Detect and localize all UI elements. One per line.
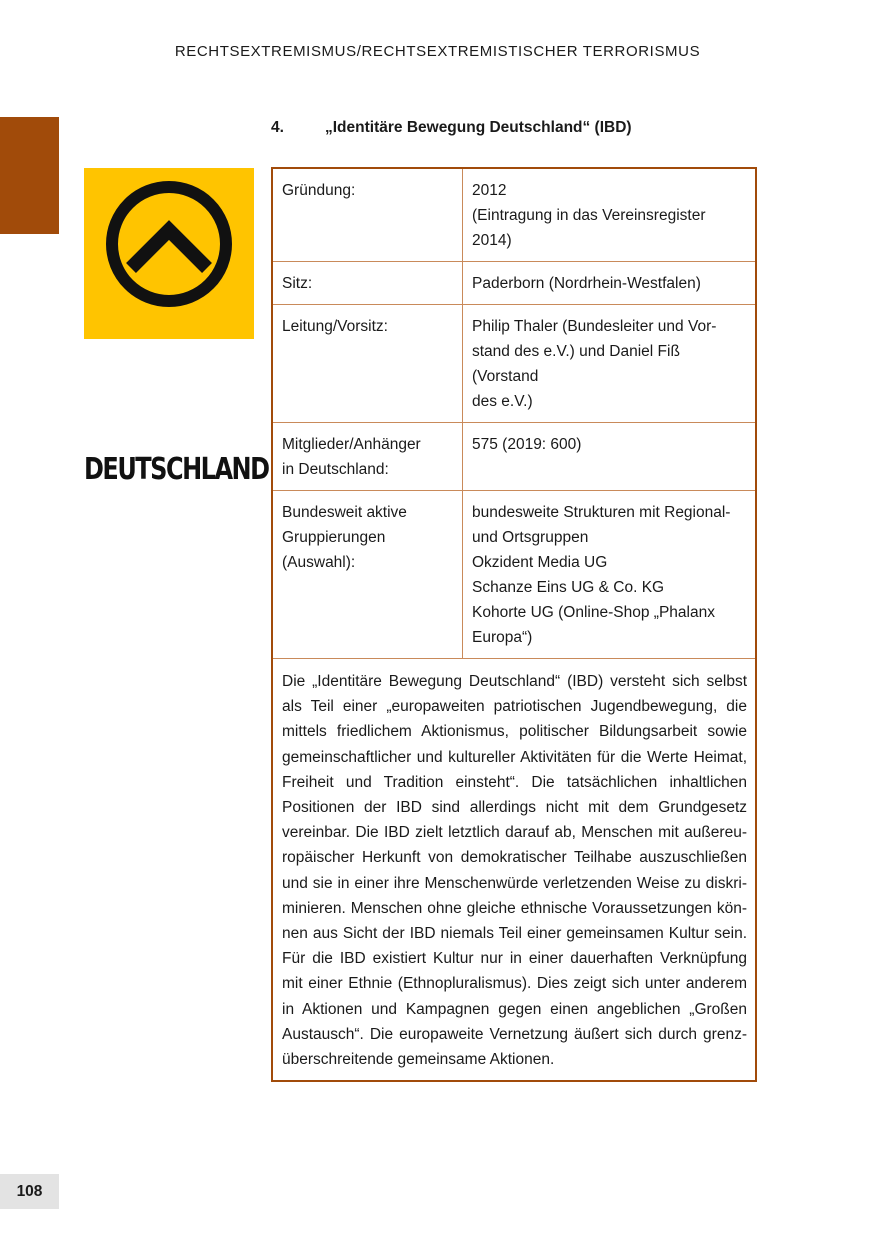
group-item: Kohorte UG (Online-Shop „Phalanx [472, 604, 715, 621]
seat-label: Sitz: [272, 262, 463, 305]
groups-value [463, 491, 757, 659]
organization-logo [84, 168, 269, 487]
groups-label [272, 491, 463, 659]
groups-label-line: Bundesweit aktive [282, 504, 407, 521]
section-title: „Identitäre Bewegung Deutschland“ (IBD) [325, 119, 632, 136]
table-row [272, 305, 756, 423]
founding-note: (Eintragung in das Vereinsregister 2014) [472, 207, 706, 249]
members-label [272, 423, 463, 491]
section-heading [271, 119, 632, 137]
founding-value [463, 168, 757, 262]
group-item: Okzident Media UG [472, 554, 608, 571]
group-item: und Ortsgruppen [472, 529, 589, 546]
leadership-line: Philip Thaler (Bundesleiter und Vor- [472, 318, 717, 335]
running-header: RECHTSEXTREMISMUS/RECHTSEXTREMISTISCHER TERRORISMUS [174, 43, 701, 60]
chapter-color-tab [0, 117, 59, 234]
founding-label: Gründung: [272, 168, 463, 262]
lambda-circle-icon [84, 168, 254, 339]
leadership-label: Leitung/Vorsitz: [272, 305, 463, 423]
groups-label-line: (Auswahl): [282, 554, 356, 571]
table-row [272, 659, 756, 1082]
table-row [272, 168, 756, 262]
table-row [272, 423, 756, 491]
founding-year: 2012 [472, 182, 507, 199]
members-label-line: in Deutschland: [282, 461, 389, 478]
fact-table [271, 167, 757, 1082]
members-label-line: Mitglieder/Anhänger [282, 436, 421, 453]
leadership-line: des e.V.) [472, 393, 533, 410]
page-number: 108 [0, 1174, 59, 1209]
leadership-line: stand des e.V.) und Daniel Fiß (Vorstand [472, 343, 680, 385]
seat-value: Paderborn (Nordrhein-Westfalen) [463, 262, 757, 305]
group-item: Europa“) [472, 629, 533, 646]
group-item: bundesweite Strukturen mit Regional- [472, 504, 731, 521]
logo-text: DEUTSCHLAND [84, 451, 269, 487]
table-row [272, 491, 756, 659]
groups-label-line: Gruppierungen [282, 529, 386, 546]
group-item: Schanze Eins UG & Co. KG [472, 579, 665, 596]
members-value: 575 (2019: 600) [463, 423, 757, 491]
table-row [272, 262, 756, 305]
leadership-value [463, 305, 757, 423]
description-text: Die „Identitäre Bewegung Deutschland“ (IBD) versteht sich selbst als Teil einer „europaweiten patriotischen Jugendbewegung, die mittels friedlichem Aktionismus, politischer Bildungsarbeit sowie gemeinschaftlicher und kultureller Aktivitäten für die Werte Heimat, Freiheit und Tradition einsteht“. Die tatsächlichen inhaltlichen Positionen der IBD sind allerdings nicht mit dem Grundgesetz vereinbar. Die IBD zielt letztlich darauf ab, Menschen mit außereuropäischer Herkunft von demokratischer Teilhabe auszuschließen und sie in einer ihre Menschenwürde verletzenden Weise zu diskriminieren. Menschen ohne gleiche ethnische Voraussetzungen können aus Sicht der IBD niemals Teil einer gemeinsamen Kultur sein. Für die IBD existiert Kultur nur in einer dauerhaften Verknüpfung mit einer Ethnie (Ethnopluralismus). Dies zeigt sich unter anderem in Aktionen und Kampagnen gegen einen angeblichen „Großen Austausch“. Die europaweite Vernetzung äußert sich durch grenzüberschreitende gemeinsame Aktionen. [272, 659, 756, 1082]
section-number: 4. [271, 119, 284, 136]
